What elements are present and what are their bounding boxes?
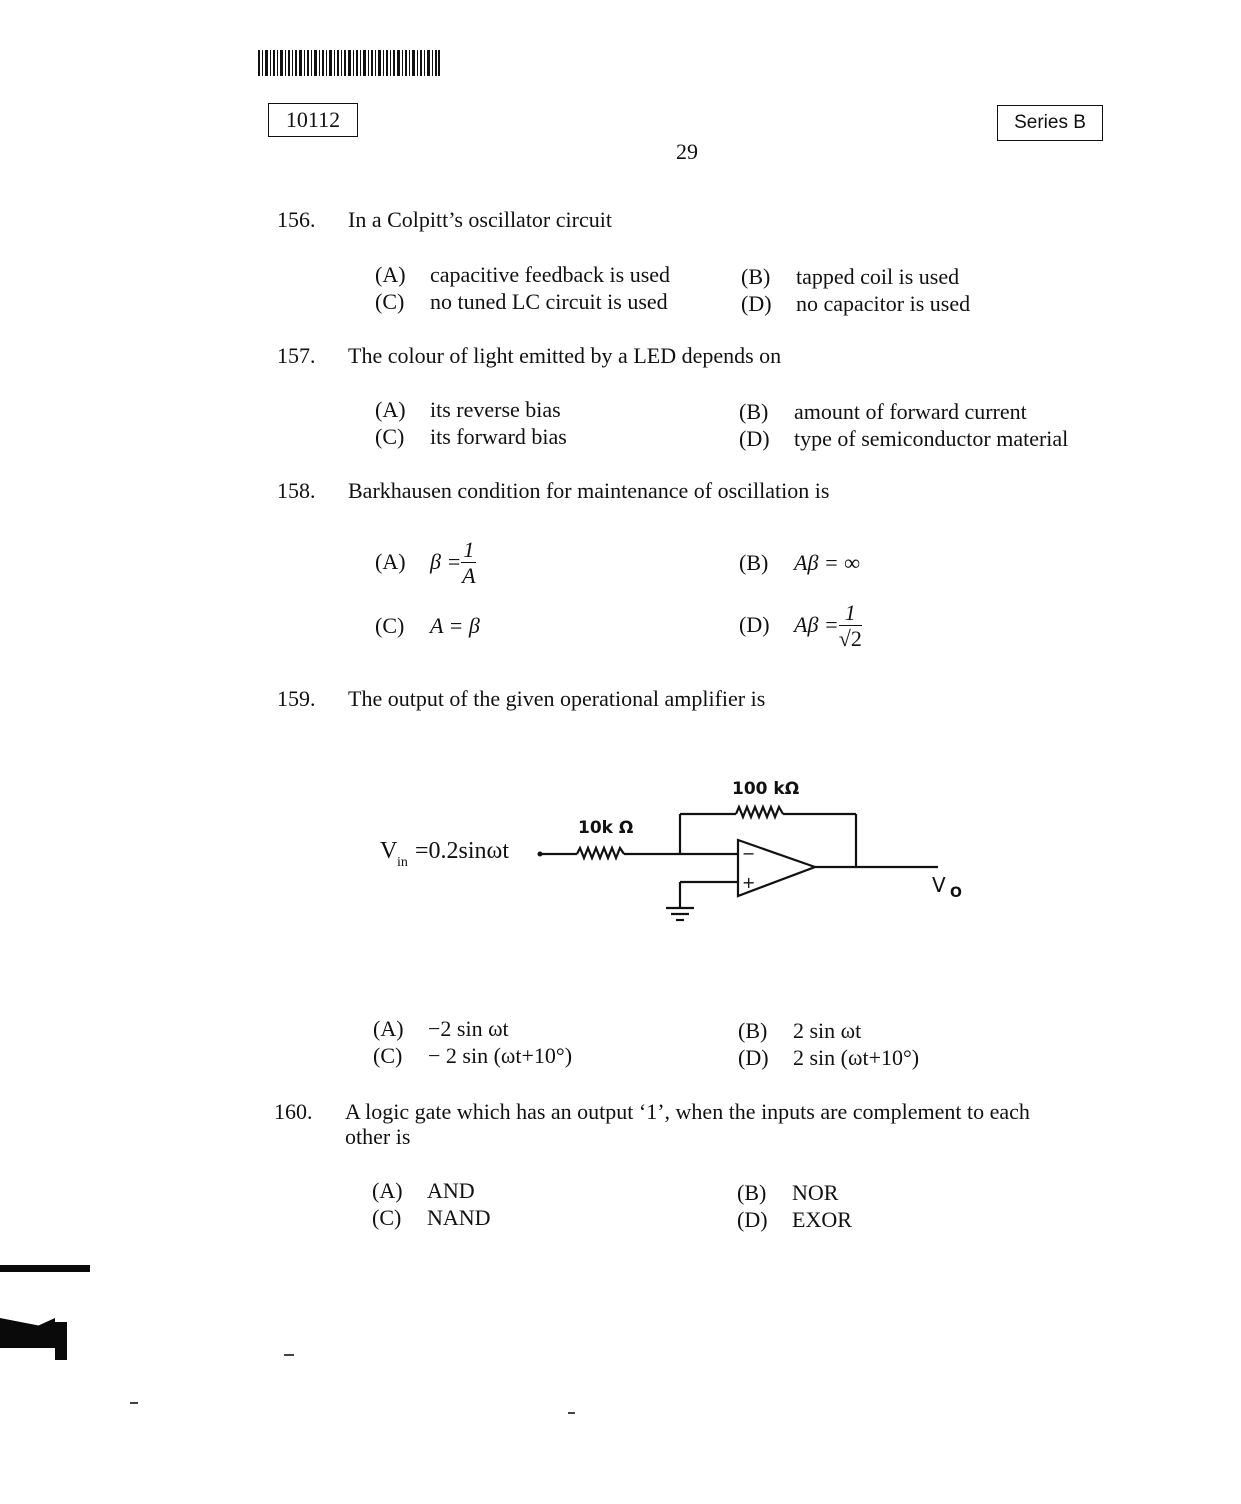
option-text: AND <box>427 1178 475 1203</box>
option-b <box>738 1018 861 1044</box>
question-text: In a Colpitt’s oscillator circuit <box>348 207 612 232</box>
barcode <box>258 50 440 76</box>
option-d <box>738 1045 919 1071</box>
vin-subscript: in <box>397 855 408 870</box>
option-a <box>372 1178 475 1204</box>
option-d <box>741 291 970 317</box>
input-resistor-label: 10k Ω <box>578 818 634 838</box>
formula-lhs: Aβ = <box>794 612 839 637</box>
option-c <box>375 613 480 639</box>
option-c <box>375 289 668 315</box>
fraction-denominator: A <box>462 563 476 589</box>
formula-lhs: β = <box>430 549 462 574</box>
option-label: (A) <box>373 1016 404 1041</box>
question-number: 159. <box>277 686 316 711</box>
option-c <box>375 424 567 450</box>
option-a <box>375 262 670 288</box>
option-b <box>737 1180 838 1206</box>
option-formula: A = β <box>430 613 480 638</box>
question-number: 160. <box>274 1099 313 1124</box>
fraction-numerator: 1 <box>463 537 475 563</box>
question-text: Barkhausen condition for maintenance of oscillation is <box>348 478 830 503</box>
option-label: (A) <box>375 262 406 287</box>
option-label: (B) <box>737 1180 767 1205</box>
option-a <box>375 535 476 589</box>
option-text: EXOR <box>792 1207 852 1232</box>
option-a <box>375 397 561 423</box>
option-text: −2 sin ωt <box>428 1016 509 1041</box>
vin-expression: =0.2sinωt <box>415 838 510 864</box>
vo-symbol: V <box>932 873 946 897</box>
question-text: The output of the given operational amplifier is <box>348 686 766 711</box>
fraction-denominator: √2 <box>838 626 862 652</box>
option-label: (A) <box>372 1178 403 1203</box>
scan-margin-mark <box>55 1322 67 1360</box>
question-text-continued: other is <box>345 1124 411 1149</box>
option-b <box>739 550 860 576</box>
feedback-resistor <box>736 807 783 817</box>
option-label: (C) <box>375 613 405 638</box>
option-text: no tuned LC circuit is used <box>430 289 668 314</box>
option-text: its reverse bias <box>430 397 561 422</box>
option-a <box>373 1016 509 1042</box>
option-d <box>739 598 862 652</box>
option-label: (D) <box>739 426 770 451</box>
option-c <box>372 1205 491 1231</box>
input-terminal <box>538 852 543 857</box>
fraction <box>839 601 862 652</box>
op-amp-circuit-diagram <box>370 770 990 940</box>
scan-margin-mark <box>0 1265 90 1272</box>
option-b <box>741 264 959 290</box>
option-text: 2 sin ωt <box>793 1018 862 1043</box>
option-text: − 2 sin (ωt+10°) <box>428 1043 573 1068</box>
option-d <box>737 1207 852 1233</box>
option-label: (C) <box>373 1043 403 1068</box>
series-box: Series B <box>997 105 1103 141</box>
vin-symbol: V <box>380 838 398 864</box>
option-text: NAND <box>427 1205 491 1230</box>
option-text: capacitive feedback is used <box>430 262 671 287</box>
option-text: 2 sin (ωt+10°) <box>793 1045 920 1070</box>
inverting-sign: − <box>742 844 756 863</box>
vo-subscript: O <box>950 885 962 901</box>
input-resistor <box>577 848 624 858</box>
option-label: (A) <box>375 397 406 422</box>
page-number: 29 <box>676 139 698 164</box>
option-label: (D) <box>738 1045 769 1070</box>
question-number: 156. <box>277 207 316 232</box>
option-label: (B) <box>741 264 771 289</box>
option-text: tapped coil is used <box>796 264 960 289</box>
option-label: (D) <box>737 1207 768 1232</box>
option-text: NOR <box>792 1180 839 1205</box>
scan-speck <box>130 1402 138 1404</box>
option-label: (C) <box>372 1205 402 1230</box>
option-label: (B) <box>739 550 769 575</box>
option-label: (C) <box>375 289 405 314</box>
option-text: amount of forward current <box>794 399 1027 424</box>
option-d <box>739 426 1068 452</box>
scan-speck <box>568 1412 575 1414</box>
option-label: (B) <box>739 399 769 424</box>
option-text: no capacitor is used <box>796 291 971 316</box>
option-label: (B) <box>738 1018 768 1043</box>
option-label: (C) <box>375 424 405 449</box>
option-label: (A) <box>375 549 406 574</box>
option-label: (D) <box>741 291 772 316</box>
scan-margin-mark <box>0 1318 55 1348</box>
option-text: type of semiconductor material <box>794 426 1069 451</box>
noninverting-sign: + <box>742 873 756 892</box>
question-number: 157. <box>277 343 316 368</box>
fraction <box>461 538 476 589</box>
fraction-numerator: 1 <box>839 601 862 626</box>
option-b <box>739 399 1027 425</box>
question-text: The colour of light emitted by a LED depends on <box>348 343 782 368</box>
option-label: (D) <box>739 612 770 637</box>
scan-speck <box>284 1354 294 1356</box>
question-text: A logic gate which has an output ‘1’, when the inputs are complement to each <box>345 1099 1030 1124</box>
question-number: 158. <box>277 478 316 503</box>
feedback-resistor-label: 100 kΩ <box>732 779 800 799</box>
option-c <box>373 1043 572 1069</box>
option-text: its forward bias <box>430 424 567 449</box>
paper-code-box: 10112 <box>268 103 358 137</box>
option-formula: Aβ = ∞ <box>794 550 860 575</box>
